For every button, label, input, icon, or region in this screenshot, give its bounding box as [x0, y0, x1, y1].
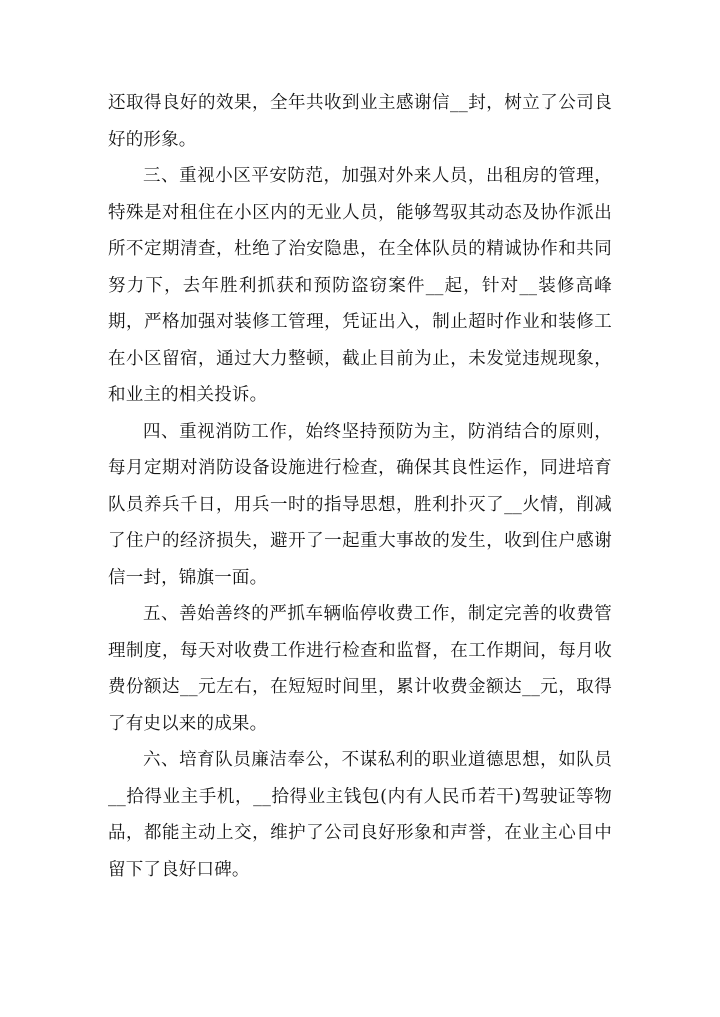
- paragraph-parking-fees: 五、善始善终的严抓车辆临停收费工作，制定完善的收费管理制度，每天对收费工作进行检查和监督，在工作期间，每月收费份额达__元左右，在短短时间里，累计收费金额达__元，取得了有史以来的成果。: [108, 604, 612, 734]
- paragraph-fire-safety: 四、重视消防工作，始终坚持预防为主，防消结合的原则，每月定期对消防设备设施进行检查，确保其良性运作，同进培育队员养兵千日，用兵一时的指导思想，胜利扑灭了__火情，削减了住户的经济损失，避开了一起重大事故的发生，收到住户感谢信一封，锦旗一面。: [108, 421, 612, 588]
- paragraph-security: 三、重视小区平安防范，加强对外来人员，出租房的管理，特殊是对租住在小区内的无业人员，能够驾驭其动态及协作派出所不定期清查，杜绝了治安隐患，在全体队员的精诚协作和共同努力下，去年胜利抓获和预防盗窃案件__起，针对__装修高峰期，严格加强对装修工管理，凭证出入，制止超时作业和装修工在小区留宿，通过大力整顿，截止目前为止，未发觉违规现象，和业主的相关投诉。: [108, 166, 612, 405]
- paragraph-integrity: 六、培育队员廉洁奉公，不谋私利的职业道德思想，如队员__拾得业主手机，__拾得业主钱包(内有人民币若干)驾驶证等物品，都能主动上交，维护了公司良好形象和声誉，在业主心目中留下了良好口碑。: [108, 750, 612, 880]
- document-body: [108, 85, 612, 888]
- paragraph-continuation: 还取得良好的效果，全年共收到业主感谢信__封，树立了公司良好的形象。: [108, 93, 612, 150]
